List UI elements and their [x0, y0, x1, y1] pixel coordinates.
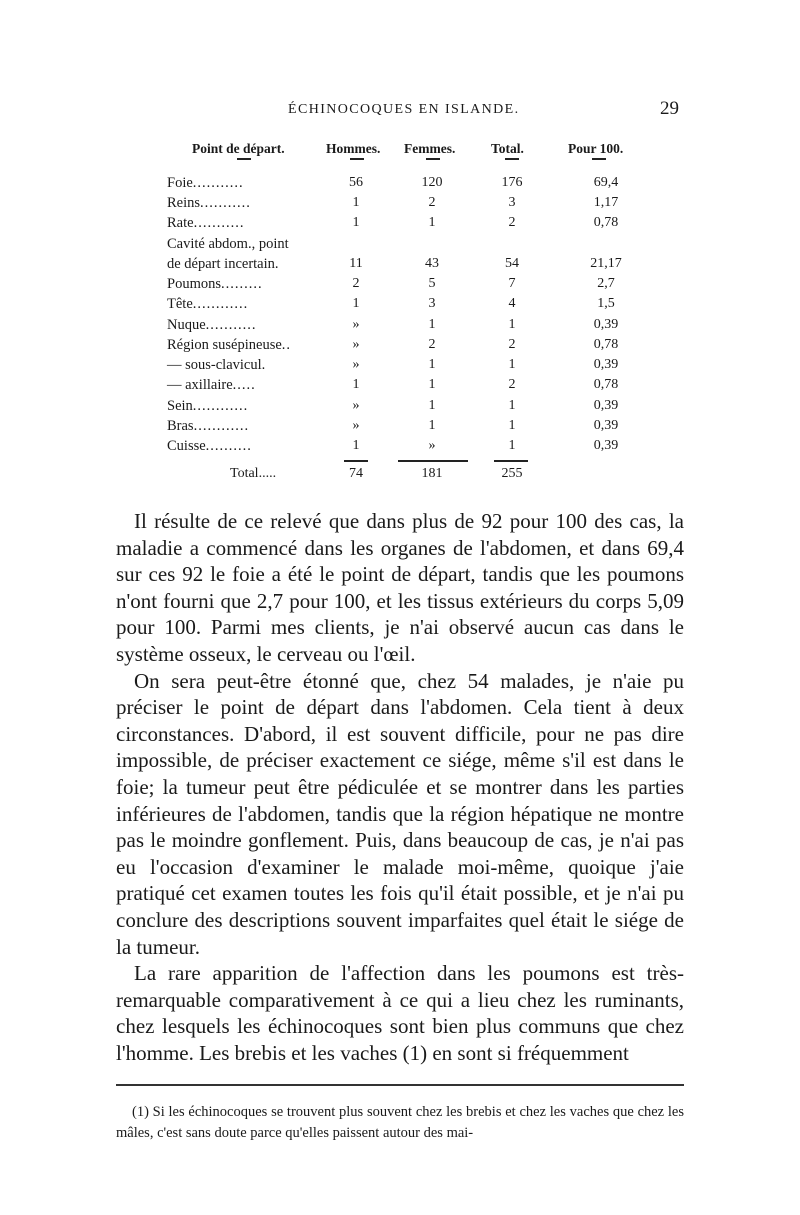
- table-row: [0, 317, 800, 337]
- cell-femmes: 43: [425, 256, 439, 271]
- cell-hommes: 56: [349, 175, 363, 190]
- cell-femmes: 1: [428, 317, 436, 332]
- paragraph: On sera peut-être étonné que, chez 54 malades, je n'aie pu préciser le point de départ dans l'abdomen. Cela tient à deux circonstances. D'abord, il est souvent difficile, pour ne pas dire impossible, de préciser exactement ce siége, même s'il est dans le foie; la tumeur peut être pédiculée et se montrer dans les parties inférieures de l'abdomen, tandis que la région hépatique ne montre pas le moindre gonflement. Puis, dans beaucoup de cas, je n'ai pas eu l'occasion d'examiner le malade moi-même, quoique j'aie pratiqué cet examen toutes les fois qu'il était possible, et je n'ai pu conclure des descriptions souvent imparfaites quel était le siége de la tumeur.: [116, 668, 684, 959]
- cell-femmes: »: [428, 438, 436, 453]
- column-header-hommes: Hommes.: [326, 141, 381, 156]
- cell-total: 54: [505, 256, 519, 271]
- footnote-rule: [116, 1084, 684, 1086]
- cell-femmes: 1: [428, 418, 436, 433]
- cell-total: 1: [508, 317, 516, 332]
- cell-pour-100: 0,39: [593, 398, 619, 413]
- cell-total: 176: [501, 175, 523, 190]
- cell-hommes: 1: [352, 377, 360, 392]
- cell-hommes: »: [352, 317, 360, 332]
- cell-total: 2: [508, 337, 516, 352]
- cell-femmes: 120: [421, 175, 443, 190]
- cell-hommes: 1: [352, 296, 360, 311]
- cell-pour-100: 21,17: [590, 256, 622, 271]
- cell-total: 1: [508, 357, 516, 372]
- cell-hommes: »: [352, 398, 360, 413]
- row-label: Cavité abdom., point: [167, 236, 289, 252]
- cell-femmes: 1: [428, 377, 436, 392]
- cell-total: 1: [508, 418, 516, 433]
- row-label: Cuisse..........: [167, 438, 252, 454]
- cell-pour-100: 0,78: [593, 337, 619, 352]
- cell-pour-100: 1,5: [597, 296, 615, 311]
- cell-femmes: 1: [428, 215, 436, 230]
- cell-total: 1: [508, 438, 516, 453]
- row-label: Bras............: [167, 418, 250, 434]
- cell-total: 2: [508, 377, 516, 392]
- row-label: Poumons.........: [167, 276, 263, 292]
- table-row: [0, 377, 800, 397]
- cell-femmes: 1: [428, 398, 436, 413]
- cell-hommes: »: [352, 337, 360, 352]
- statistics-table: [0, 0, 800, 500]
- body-text: [116, 508, 684, 1066]
- total-rule: [398, 460, 468, 462]
- page-number: 29: [660, 98, 679, 119]
- row-label: Reins...........: [167, 195, 251, 211]
- paragraph: Il résulte de ce relevé que dans plus de 92 pour 100 des cas, la maladie a commencé dans les organes de l'abdomen, et dans 69,4 sur ces 92 le foie a été le point de départ, tandis que les poumons n'ont fourni que 2,7 pour 100, et les tissus extérieurs du corps 5,09 pour 100. Parmi mes clients, je n'ai observé aucun cas dans le système osseux, le cerveau ou l'œil.: [116, 509, 684, 666]
- table-total-row: [0, 466, 800, 486]
- cell-total: 2: [508, 215, 516, 230]
- cell-femmes: 3: [428, 296, 436, 311]
- table-row: [0, 215, 800, 235]
- row-label: Sein............: [167, 398, 249, 414]
- column-header-femmes: Femmes.: [404, 141, 456, 156]
- table-row: [0, 276, 800, 296]
- cell-hommes: 1: [352, 195, 360, 210]
- cell-pour-100: 2,7: [597, 276, 615, 291]
- cell-pour-100: 69,4: [593, 175, 619, 190]
- cell-hommes: 1: [352, 215, 360, 230]
- cell-femmes: 1: [428, 357, 436, 372]
- table-row: [0, 195, 800, 215]
- total-rule: [344, 460, 368, 462]
- cell-pour-100: 0,39: [593, 438, 619, 453]
- cell-femmes: 2: [428, 337, 436, 352]
- cell-pour-100: 0,78: [593, 377, 619, 392]
- column-header-total: Total.: [491, 141, 524, 156]
- cell-hommes: 11: [349, 256, 363, 271]
- total-label: Total.....: [230, 466, 277, 481]
- column-header-point-de-depart: Point de départ.: [192, 141, 285, 156]
- table-row: [0, 357, 800, 377]
- table-row: [0, 337, 800, 357]
- row-label: Tête............: [167, 296, 249, 312]
- paragraph: La rare apparition de l'affection dans les poumons est très-remarquable comparativement à ce qui a lieu chez les ruminants, chez lesquels les échinocoques sont bien plus communs que chez l'homme. Les brebis et les vaches (1) en sont si fréquemment: [116, 961, 684, 1065]
- footnote: (1) Si les échinocoques se trouvent plus souvent chez les brebis et chez les vaches que chez les mâles, c'est sans doute parce qu'elles paissent autour des mai-: [116, 1104, 684, 1141]
- cell-total: 1: [508, 398, 516, 413]
- row-label: Rate...........: [167, 215, 245, 231]
- cell-hommes: 1: [352, 438, 360, 453]
- cell-total: 3: [508, 195, 516, 210]
- table-row: [0, 438, 800, 458]
- cell-total: 7: [508, 276, 516, 291]
- cell-pour-100: 0,78: [593, 215, 619, 230]
- total-total: 255: [501, 466, 523, 481]
- cell-femmes: 2: [428, 195, 436, 210]
- row-label: — sous-clavicul.: [167, 357, 266, 373]
- total-hommes: 74: [349, 466, 363, 481]
- table-row: [0, 398, 800, 418]
- cell-hommes: »: [352, 418, 360, 433]
- cell-pour-100: 0,39: [593, 418, 619, 433]
- table-row: [0, 296, 800, 316]
- cell-pour-100: 1,17: [593, 195, 619, 210]
- header-dash: [505, 158, 519, 160]
- cell-femmes: 5: [428, 276, 436, 291]
- total-femmes: 181: [421, 466, 443, 481]
- table-row: [0, 256, 800, 276]
- row-label: Région susépineuse..: [167, 337, 292, 353]
- row-label: de départ incertain.: [167, 256, 280, 272]
- cell-pour-100: 0,39: [593, 357, 619, 372]
- row-label: — axillaire.....: [167, 377, 256, 393]
- table-row: [0, 418, 800, 438]
- cell-hommes: 2: [352, 276, 360, 291]
- cell-total: 4: [508, 296, 516, 311]
- header-dash: [592, 158, 606, 160]
- header-dash: [237, 158, 251, 160]
- total-rule: [494, 460, 528, 462]
- running-title: ÉCHINOCOQUES EN ISLANDE.: [288, 102, 520, 117]
- table-row: [0, 175, 800, 195]
- cell-pour-100: 0,39: [593, 317, 619, 332]
- table-row: [0, 236, 800, 256]
- row-label: Nuque...........: [167, 317, 257, 333]
- row-label: Foie...........: [167, 175, 244, 191]
- header-dash: [350, 158, 364, 160]
- column-header-pour-100: Pour 100.: [568, 141, 624, 156]
- cell-hommes: »: [352, 357, 360, 372]
- header-dash: [426, 158, 440, 160]
